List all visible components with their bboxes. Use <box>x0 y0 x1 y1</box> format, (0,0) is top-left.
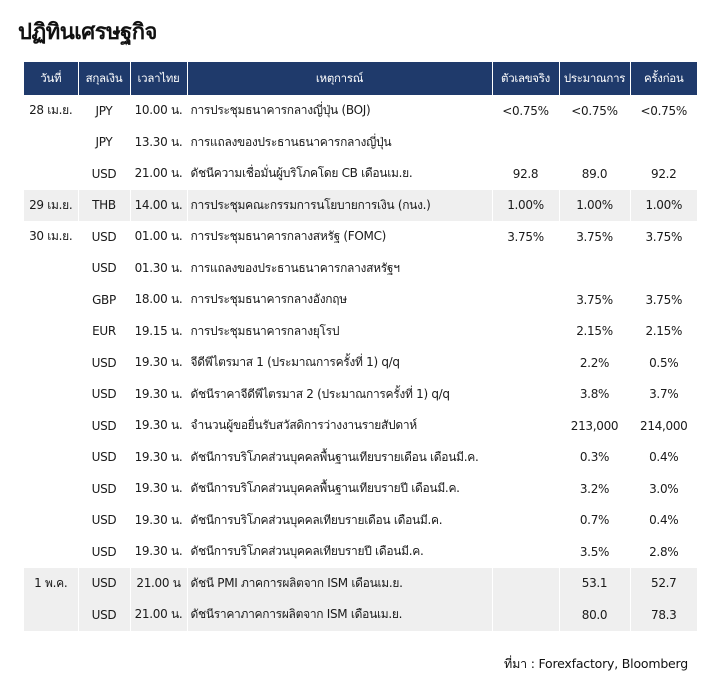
row-event: การประชุมธนาคารกลางยุโรป <box>187 316 492 348</box>
row-currency: USD <box>78 473 130 505</box>
row-currency: USD <box>78 442 130 474</box>
row-event: การประชุมธนาคารกลางอังกฤษ <box>187 284 492 316</box>
table-row <box>24 95 697 127</box>
row-currency: USD <box>78 253 130 285</box>
row-forecast: 53.1 <box>559 568 630 600</box>
row-date <box>24 158 78 190</box>
row-date <box>24 347 78 379</box>
header-time: เวลาไทย <box>130 62 187 95</box>
row-previous: 3.0% <box>649 481 679 496</box>
row-date <box>24 473 78 505</box>
row-previous <box>630 253 697 285</box>
row-event: จีดีพีไตรมาส 1 (ประมาณการครั้งที่ 1) q/q <box>187 347 492 379</box>
row-forecast <box>559 253 630 285</box>
row-actual <box>492 316 559 348</box>
row-time: 19.30 น. <box>130 473 187 505</box>
row-date <box>24 536 78 568</box>
table-row <box>24 316 697 348</box>
table-row <box>24 158 697 190</box>
row-date <box>24 599 78 631</box>
row-actual <box>492 347 559 379</box>
row-event: ดัชนีการบริโภคส่วนบุคคลพื้นฐานเทียบรายปี เดือนมี.ค. <box>187 473 492 505</box>
row-previous <box>630 127 697 159</box>
row-time: 19.30 น. <box>130 410 187 442</box>
row-forecast: 0.3% <box>559 442 630 474</box>
table-row <box>24 127 697 159</box>
table-row <box>24 568 697 600</box>
row-forecast: 2.15% <box>559 316 630 348</box>
row-previous: 0.4% <box>649 513 679 528</box>
row-date: 28 เม.ย. <box>24 95 78 127</box>
table-row <box>24 190 697 222</box>
row-previous: 3.7% <box>649 387 679 402</box>
table-row <box>24 442 697 474</box>
row-event: การแถลงของประธานธนาคารกลางญี่ปุ่น <box>187 127 492 159</box>
table-row <box>24 347 697 379</box>
row-time: 21.00 น. <box>130 158 187 190</box>
row-forecast: 0.7% <box>559 505 630 537</box>
row-currency: THB <box>78 190 130 222</box>
row-time: 14.00 น. <box>130 190 187 222</box>
row-time: 01.00 น. <box>130 221 187 253</box>
row-currency: USD <box>78 379 130 411</box>
row-forecast: 3.8% <box>559 379 630 411</box>
header-event: เหตุการณ์ <box>187 62 492 95</box>
row-actual: 3.75% <box>492 221 559 253</box>
table-row <box>24 221 697 253</box>
row-currency: JPY <box>78 127 130 159</box>
row-currency: USD <box>78 536 130 568</box>
table-body <box>24 95 697 631</box>
row-date <box>24 505 78 537</box>
row-currency: USD <box>78 347 130 379</box>
row-forecast: <0.75% <box>559 95 630 127</box>
row-time: 19.30 น. <box>130 347 187 379</box>
row-actual: 1.00% <box>492 190 559 222</box>
row-actual: <0.75% <box>492 95 559 127</box>
row-time: 13.30 น. <box>130 127 187 159</box>
row-actual <box>492 127 559 159</box>
header-forecast: ประมาณการ <box>559 62 630 95</box>
row-actual <box>492 253 559 285</box>
table-header-row <box>24 62 697 95</box>
row-actual <box>492 505 559 537</box>
row-event: การประชุมธนาคารกลางญี่ปุ่น (BOJ) <box>187 95 492 127</box>
row-time: 21.00 น. <box>130 599 187 631</box>
row-actual <box>492 379 559 411</box>
row-time: 19.30 น. <box>130 379 187 411</box>
row-previous: 78.3 <box>630 599 697 631</box>
row-date <box>24 410 78 442</box>
row-actual: 92.8 <box>492 158 559 190</box>
row-date <box>24 284 78 316</box>
row-previous: 0.4% <box>649 450 679 465</box>
row-event: การแถลงของประธานธนาคารกลางสหรัฐฯ <box>187 253 492 285</box>
row-currency: JPY <box>78 95 130 127</box>
row-forecast: 213,000 <box>559 410 630 442</box>
row-time: 19.15 น. <box>130 316 187 348</box>
row-previous: 2.8% <box>649 544 679 559</box>
row-time: 18.00 น. <box>130 284 187 316</box>
row-currency: USD <box>78 505 130 537</box>
row-forecast: 3.75% <box>559 284 630 316</box>
header-date: วันที่ <box>24 62 78 95</box>
row-previous: 52.7 <box>630 568 697 600</box>
row-previous: 3.75% <box>645 292 683 307</box>
row-time: 19.30 น. <box>130 442 187 474</box>
row-forecast: 2.2% <box>559 347 630 379</box>
row-previous: 2.15% <box>645 324 683 339</box>
table-row <box>24 379 697 411</box>
row-actual <box>492 284 559 316</box>
table-row <box>24 473 697 505</box>
row-previous: 3.75% <box>645 229 683 244</box>
row-time: 19.30 น. <box>130 536 187 568</box>
row-event: ดัชนีการบริโภคส่วนบุคคลพื้นฐานเทียบรายเดือน เดือนมี.ค. <box>187 442 492 474</box>
table-row <box>24 284 697 316</box>
row-event: ดัชนีราคาจีดีพีไตรมาส 2 (ประมาณการครั้งที่ 1) q/q <box>187 379 492 411</box>
row-previous: 214,000 <box>639 418 688 433</box>
row-actual <box>492 473 559 505</box>
header-currency: สกุลเงิน <box>78 62 130 95</box>
table-row <box>24 505 697 537</box>
row-event: ดัชนีการบริโภคส่วนบุคคลเทียบรายปี เดือนมี.ค. <box>187 536 492 568</box>
row-currency: USD <box>78 158 130 190</box>
row-currency: GBP <box>78 284 130 316</box>
row-event: ดัชนี PMI ภาคการผลิตจาก ISM เดือนเม.ย. <box>187 568 492 600</box>
row-date <box>24 127 78 159</box>
row-actual <box>492 536 559 568</box>
row-date <box>24 253 78 285</box>
row-event: การประชุมธนาคารกลางสหรัฐ (FOMC) <box>187 221 492 253</box>
row-time: 19.30 น. <box>130 505 187 537</box>
row-previous: 0.5% <box>649 355 679 370</box>
row-date <box>24 442 78 474</box>
row-actual <box>492 410 559 442</box>
header-previous: ครั้งก่อน <box>630 62 697 95</box>
row-actual <box>492 568 559 600</box>
table-row <box>24 536 697 568</box>
row-previous: <0.75% <box>640 103 687 118</box>
row-event: จำนวนผู้ขอยื่นรับสวัสดิการว่างงานรายสัปดาห์ <box>187 410 492 442</box>
economic-calendar-table <box>24 62 697 631</box>
row-event: ดัชนีราคาภาคการผลิตจาก ISM เดือนเม.ย. <box>187 599 492 631</box>
row-previous: 92.2 <box>650 166 677 181</box>
row-currency: USD <box>78 568 130 600</box>
row-forecast: 3.2% <box>559 473 630 505</box>
row-event: การประชุมคณะกรรมการนโยบายการเงิน (กนง.) <box>187 190 492 222</box>
row-forecast: 89.0 <box>559 158 630 190</box>
row-forecast: 80.0 <box>559 599 630 631</box>
row-currency: USD <box>78 599 130 631</box>
row-currency: EUR <box>78 316 130 348</box>
row-forecast: 1.00% <box>559 190 630 222</box>
row-forecast <box>559 127 630 159</box>
row-currency: USD <box>78 410 130 442</box>
row-date: 29 เม.ย. <box>24 190 78 222</box>
row-actual <box>492 442 559 474</box>
row-date <box>24 316 78 348</box>
page-title: ปฏิทินเศรษฐกิจ <box>18 20 157 45</box>
table-row <box>24 599 697 631</box>
row-currency: USD <box>78 221 130 253</box>
row-event: ดัชนีความเชื่อมั่นผู้บริโภคโดย CB เดือนเม.ย. <box>187 158 492 190</box>
row-date <box>24 379 78 411</box>
table-row <box>24 253 697 285</box>
table-row <box>24 410 697 442</box>
source-note: ที่มา : Forexfactory, Bloomberg <box>504 656 688 671</box>
row-actual <box>492 599 559 631</box>
row-date: 1 พ.ค. <box>24 568 78 600</box>
row-time: 21.00 น <box>130 568 187 600</box>
header-actual: ตัวเลขจริง <box>492 62 559 95</box>
row-forecast: 3.75% <box>559 221 630 253</box>
row-date: 30 เม.ย. <box>24 221 78 253</box>
row-time: 10.00 น. <box>130 95 187 127</box>
row-event: ดัชนีการบริโภคส่วนบุคคลเทียบรายเดือน เดือนมี.ค. <box>187 505 492 537</box>
row-forecast: 3.5% <box>559 536 630 568</box>
row-previous: 1.00% <box>630 190 697 222</box>
row-time: 01.30 น. <box>130 253 187 285</box>
